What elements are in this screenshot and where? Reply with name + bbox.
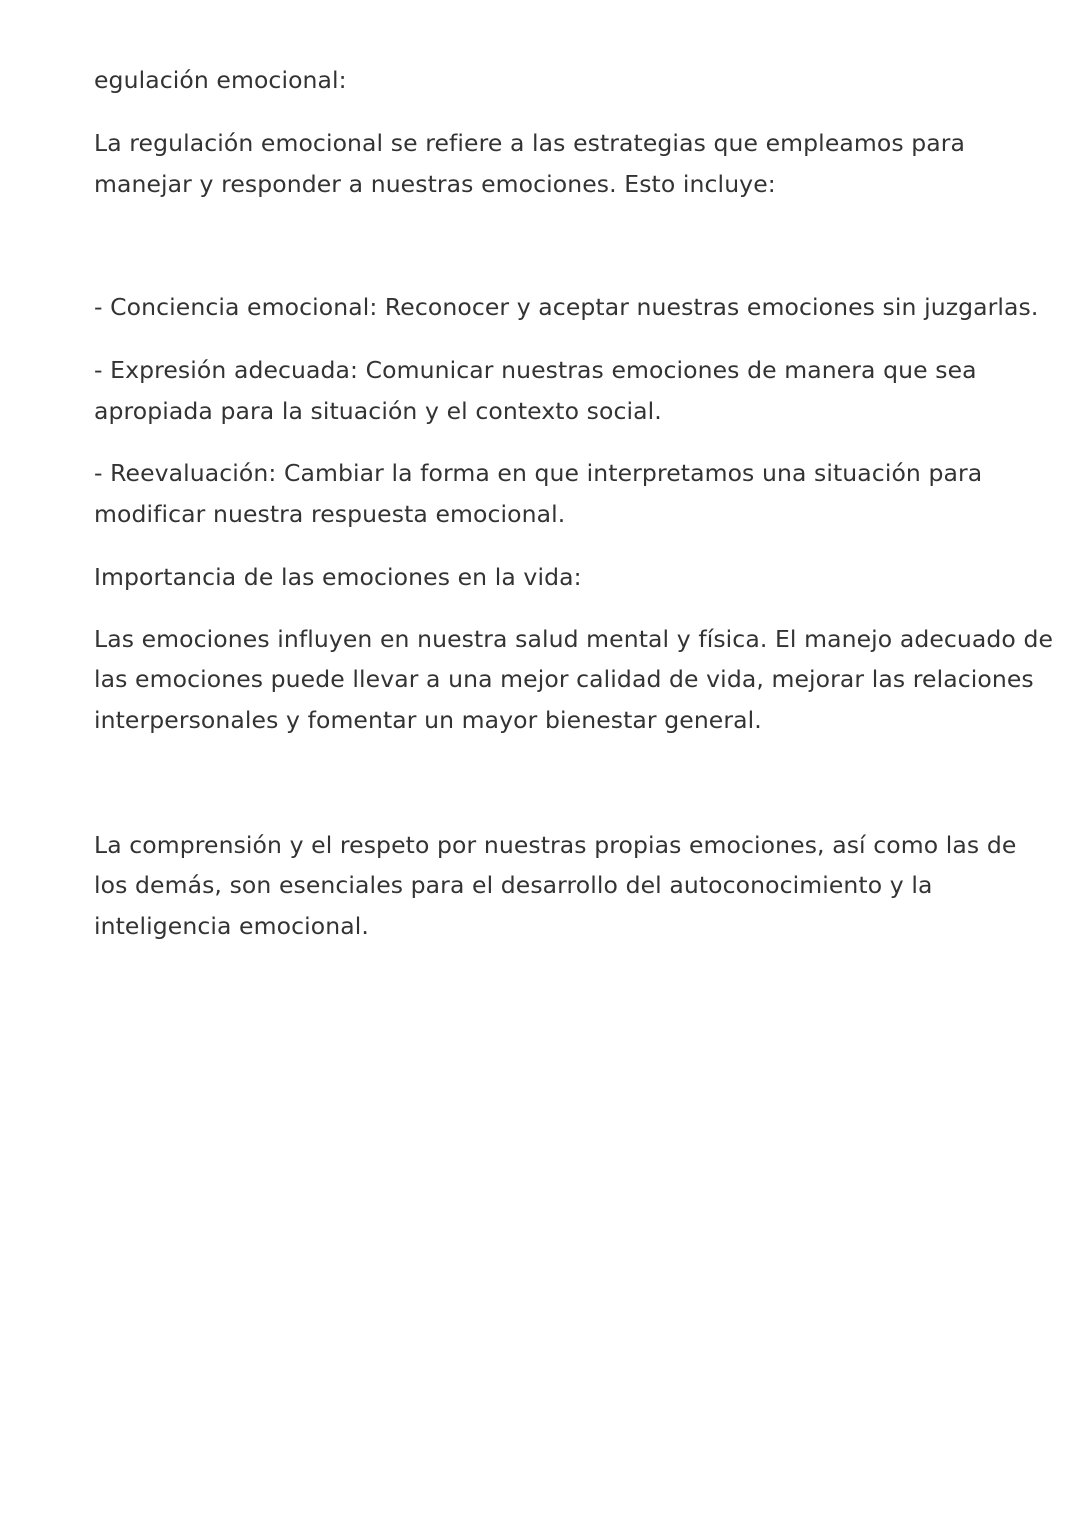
paragraph-importancia-line-2: las emociones puede llevar a una mejor calidad de vida, mejorar las relaciones	[94, 665, 1034, 693]
paragraph-conclusion-line-1: La comprensión y el respeto por nuestras propias emociones, así como las de	[94, 831, 1017, 859]
list-item-expresion-line-2: apropiada para la situación y el contexto social.	[94, 397, 662, 425]
paragraph-conclusion-line-2: los demás, son esenciales para el desarrollo del autoconocimiento y la	[94, 871, 933, 899]
paragraph-intro-line-1: La regulación emocional se refiere a las estrategias que empleamos para	[94, 129, 966, 157]
section-heading-regulacion: egulación emocional:	[94, 66, 347, 94]
list-item-expresion-line-1: - Expresión adecuada: Comunicar nuestras emociones de manera que sea	[94, 356, 977, 384]
list-item-reevaluacion-line-1: - Reevaluación: Cambiar la forma en que interpretamos una situación para	[94, 459, 983, 487]
paragraph-intro-line-2: manejar y responder a nuestras emociones. Esto incluye:	[94, 170, 776, 198]
paragraph-conclusion-line-3: inteligencia emocional.	[94, 912, 369, 940]
section-heading-importancia: Importancia de las emociones en la vida:	[94, 563, 582, 591]
paragraph-importancia-line-1: Las emociones influyen en nuestra salud mental y física. El manejo adecuado de	[94, 625, 1054, 653]
paragraph-importancia-line-3: interpersonales y fomentar un mayor bienestar general.	[94, 706, 762, 734]
list-item-reevaluacion-line-2: modificar nuestra respuesta emocional.	[94, 500, 566, 528]
list-item-conciencia: - Conciencia emocional: Reconocer y aceptar nuestras emociones sin juzgarlas.	[94, 293, 1039, 321]
